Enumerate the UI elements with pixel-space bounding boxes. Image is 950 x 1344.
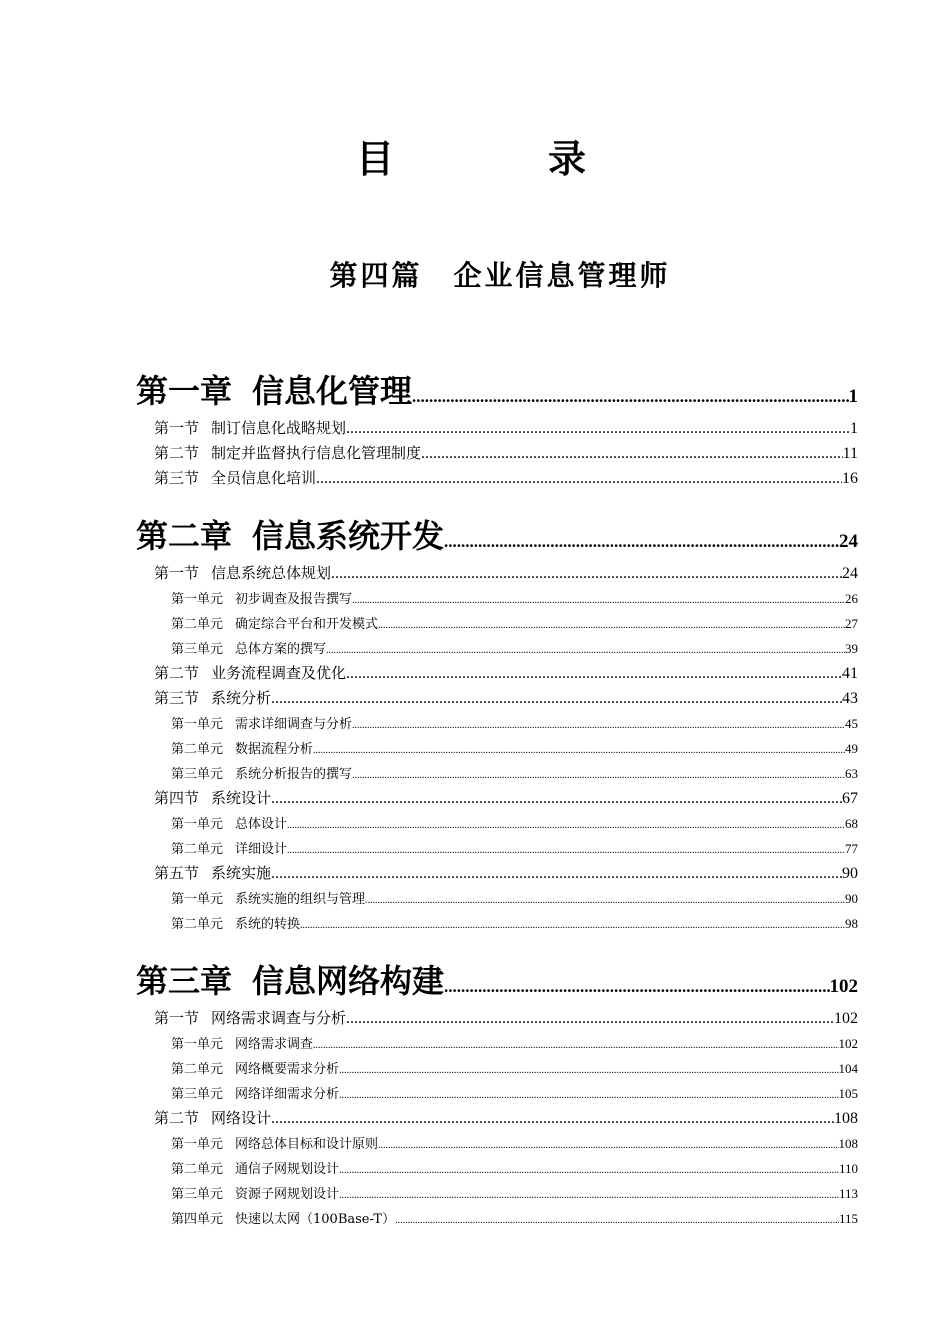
toc-entry-label xyxy=(171,887,365,912)
toc-entry-title: 网络需求调查 xyxy=(235,1037,314,1052)
toc-dot-leader xyxy=(378,613,845,638)
toc-dot-leader xyxy=(271,1106,834,1131)
toc-entry-title: 业务流程调查及优化 xyxy=(211,664,347,682)
toc-chapter-entry[interactable] xyxy=(136,511,858,561)
toc-entry-number: 第二单元 xyxy=(171,742,224,757)
toc-section-entry[interactable] xyxy=(136,441,858,466)
toc-entry-label xyxy=(136,511,444,561)
toc-entry-number: 第一单元 xyxy=(171,1137,224,1152)
toc-unit-entry[interactable] xyxy=(136,761,858,786)
toc-page-number: 115 xyxy=(838,1211,858,1226)
toc-entry-title: 网络需求调查与分析 xyxy=(211,1009,347,1027)
toc-unit-entry[interactable] xyxy=(136,811,858,836)
toc-page-number: 49 xyxy=(845,741,858,756)
toc-dot-leader xyxy=(352,588,845,613)
toc-entry-title: 信息网络构建 xyxy=(252,962,445,1000)
toc-entry-title: 初步调查及报告撰写 xyxy=(235,592,353,607)
toc-page-number: 67 xyxy=(842,790,858,807)
toc-page-number: 41 xyxy=(842,665,858,682)
toc-page-number: 90 xyxy=(845,891,858,906)
toc-entry-title: 信息系统开发 xyxy=(252,517,445,555)
toc-unit-entry[interactable] xyxy=(136,1031,858,1056)
toc-entry-title: 系统分析 xyxy=(211,689,272,707)
toc-page-number: 113 xyxy=(838,1186,858,1201)
toc-page-number: 98 xyxy=(845,916,858,931)
toc-page-number: 108 xyxy=(834,1110,858,1127)
toc-page-number: 11 xyxy=(842,445,858,462)
toc-entry-title: 信息系统总体规划 xyxy=(211,564,332,582)
toc-entry-title: 详细设计 xyxy=(235,842,288,857)
toc-entry-label xyxy=(171,1182,339,1207)
toc-dot-leader xyxy=(352,763,845,788)
toc-entry-number: 第三单元 xyxy=(171,767,224,782)
toc-dot-leader xyxy=(395,1208,839,1233)
toc-page-number: 1 xyxy=(850,420,858,437)
toc-unit-entry[interactable] xyxy=(136,586,858,611)
toc-unit-entry[interactable] xyxy=(136,1206,858,1231)
toc-entry-label xyxy=(154,1106,271,1131)
toc-dot-leader xyxy=(346,416,850,441)
toc-unit-entry[interactable] xyxy=(136,636,858,661)
toc-entry-title: 快速以太网（100Base-T） xyxy=(235,1212,396,1227)
toc-chapter-entry[interactable] xyxy=(136,956,858,1006)
toc-page-number: 110 xyxy=(838,1161,858,1176)
toc-entry-number: 第一节 xyxy=(154,419,200,437)
toc-entry-label xyxy=(154,686,271,711)
toc-entry-number: 第二单元 xyxy=(171,1062,224,1077)
toc-page-number: 104 xyxy=(838,1061,858,1076)
toc-dot-leader xyxy=(271,686,842,711)
toc-entry-title: 信息化管理 xyxy=(252,372,413,410)
toc-entry-number: 第一单元 xyxy=(171,1037,224,1052)
toc-section-entry[interactable] xyxy=(136,786,858,811)
toc-entry-title: 资源子网规划设计 xyxy=(235,1187,340,1202)
toc-dot-leader xyxy=(287,813,845,838)
toc-entry-number: 第二节 xyxy=(154,444,200,462)
page-title: 目 录 xyxy=(355,137,644,181)
toc-entry-title: 总体方案的撰写 xyxy=(235,642,327,657)
toc-entry-title: 系统分析报告的撰写 xyxy=(235,767,353,782)
toc-entry-title: 通信子网规划设计 xyxy=(235,1162,340,1177)
toc-dot-leader xyxy=(271,861,842,886)
toc-page-number: 24 xyxy=(839,531,858,552)
toc-entry-number: 第一章 xyxy=(136,372,233,410)
toc-page-number: 102 xyxy=(829,976,858,997)
toc-dot-leader xyxy=(331,561,842,586)
toc-entry-number: 第三单元 xyxy=(171,642,224,657)
toc-entry-title: 网络概要需求分析 xyxy=(235,1062,340,1077)
toc-section-entry[interactable] xyxy=(136,1106,858,1131)
toc-entry-label xyxy=(154,661,346,686)
toc-entry-number: 第一节 xyxy=(154,1009,200,1027)
toc-unit-entry[interactable] xyxy=(136,911,858,936)
toc-entry-title: 确定综合平台和开发模式 xyxy=(235,617,379,632)
toc-entry-title: 网络设计 xyxy=(211,1109,272,1127)
toc-entry-label xyxy=(171,637,326,662)
toc-page-number: 105 xyxy=(838,1086,858,1101)
toc-entry-label xyxy=(154,861,271,886)
toc-dot-leader xyxy=(378,1133,838,1158)
toc-dot-leader xyxy=(313,1033,838,1058)
toc-entry-label xyxy=(171,912,300,937)
toc-entry-label xyxy=(154,786,271,811)
toc-entry-number: 第四单元 xyxy=(171,1212,224,1227)
toc-entry-label xyxy=(136,366,412,416)
toc-dot-leader xyxy=(421,441,843,466)
toc-entry-number: 第二单元 xyxy=(171,1162,224,1177)
toc-entry-number: 第二单元 xyxy=(171,617,224,632)
toc-entry-label xyxy=(171,1057,339,1082)
toc-dot-leader xyxy=(346,1006,834,1031)
toc-unit-entry[interactable] xyxy=(136,1056,858,1081)
toc-page-number: 68 xyxy=(845,816,858,831)
toc-entry-number: 第一单元 xyxy=(171,892,224,907)
toc-entry-title: 全员信息化培训 xyxy=(211,469,317,487)
toc-unit-entry[interactable] xyxy=(136,736,858,761)
toc-dot-leader xyxy=(444,962,829,1012)
toc-page-number: 16 xyxy=(842,470,858,487)
toc-entry-number: 第二节 xyxy=(154,664,200,682)
toc-section-entry[interactable] xyxy=(136,561,858,586)
toc-dot-leader xyxy=(339,1183,839,1208)
toc-entry-title: 系统的转换 xyxy=(235,917,301,932)
toc-dot-leader xyxy=(271,786,842,811)
toc-dot-leader xyxy=(339,1083,838,1108)
toc-section-entry[interactable] xyxy=(136,686,858,711)
toc-entry-number: 第四节 xyxy=(154,789,200,807)
toc-dot-leader xyxy=(444,517,839,567)
toc-page-number: 24 xyxy=(842,565,858,582)
toc-entry-number: 第二单元 xyxy=(171,842,224,857)
toc-unit-entry[interactable] xyxy=(136,886,858,911)
toc-entry-title: 系统实施的组织与管理 xyxy=(235,892,366,907)
toc-entry-label xyxy=(136,956,444,1006)
toc-page-number: 108 xyxy=(838,1136,858,1151)
toc-entry-label xyxy=(154,441,421,466)
toc-entry-label xyxy=(154,561,331,586)
toc-dot-leader xyxy=(300,913,845,938)
toc-entry-title: 需求详细调查与分析 xyxy=(235,717,353,732)
toc-entry-title: 制定并监督执行信息化管理制度 xyxy=(211,444,422,462)
toc-entry-title: 网络详细需求分析 xyxy=(235,1087,340,1102)
toc-entry-title: 系统设计 xyxy=(211,789,272,807)
toc-entry-label xyxy=(171,1082,339,1107)
toc-dot-leader xyxy=(352,713,845,738)
toc-entry-number: 第三单元 xyxy=(171,1087,224,1102)
toc-entry-number: 第一单元 xyxy=(171,592,224,607)
toc-entry-label xyxy=(171,1032,313,1057)
toc-unit-entry[interactable] xyxy=(136,711,858,736)
toc-dot-leader xyxy=(313,738,845,763)
table-of-contents xyxy=(136,360,858,1231)
toc-entry-title: 总体设计 xyxy=(235,817,288,832)
toc-entry-number: 第五节 xyxy=(154,864,200,882)
toc-page-number: 43 xyxy=(842,690,858,707)
toc-section-entry[interactable] xyxy=(136,416,858,441)
toc-dot-leader xyxy=(316,466,842,491)
toc-page-number: 77 xyxy=(845,841,858,856)
toc-entry-label xyxy=(171,587,352,612)
toc-entry-number: 第二章 xyxy=(136,517,233,555)
toc-unit-entry[interactable] xyxy=(136,1156,858,1181)
toc-section-entry[interactable] xyxy=(136,861,858,886)
toc-page-number: 45 xyxy=(845,716,858,731)
toc-entry-title: 数据流程分析 xyxy=(235,742,314,757)
toc-entry-label xyxy=(171,612,378,637)
toc-unit-entry[interactable] xyxy=(136,611,858,636)
part-title: 第四篇 企业信息管理师 xyxy=(329,259,671,292)
toc-unit-entry[interactable] xyxy=(136,836,858,861)
toc-entry-label xyxy=(171,837,287,862)
toc-entry-label xyxy=(154,1006,346,1031)
toc-section-entry[interactable] xyxy=(136,661,858,686)
toc-entry-label xyxy=(154,416,346,441)
toc-entry-title: 网络总体目标和设计原则 xyxy=(235,1137,379,1152)
toc-unit-entry[interactable] xyxy=(136,1181,858,1206)
toc-unit-entry[interactable] xyxy=(136,1131,858,1156)
toc-entry-title: 制订信息化战略规划 xyxy=(211,419,347,437)
toc-entry-number: 第三单元 xyxy=(171,1187,224,1202)
toc-page-number: 102 xyxy=(838,1036,858,1051)
toc-entry-label xyxy=(171,1157,339,1182)
toc-entry-number: 第三节 xyxy=(154,469,200,487)
toc-entry-number: 第一单元 xyxy=(171,817,224,832)
toc-entry-label xyxy=(171,737,313,762)
toc-page-number: 90 xyxy=(842,865,858,882)
toc-page-number: 63 xyxy=(845,766,858,781)
toc-unit-entry[interactable] xyxy=(136,1081,858,1106)
toc-page-number: 27 xyxy=(845,616,858,631)
toc-dot-leader xyxy=(326,638,845,663)
toc-section-entry[interactable] xyxy=(136,1006,858,1031)
toc-entry-number: 第三章 xyxy=(136,962,233,1000)
toc-entry-label xyxy=(171,812,287,837)
toc-page-number: 39 xyxy=(845,641,858,656)
toc-dot-leader xyxy=(365,888,845,913)
toc-chapter-entry[interactable] xyxy=(136,366,858,416)
toc-entry-number: 第三节 xyxy=(154,689,200,707)
toc-section-entry[interactable] xyxy=(136,466,858,491)
toc-entry-number: 第二节 xyxy=(154,1109,200,1127)
toc-entry-number: 第二单元 xyxy=(171,917,224,932)
toc-entry-label xyxy=(171,1207,395,1232)
toc-dot-leader xyxy=(346,661,842,686)
toc-entry-number: 第一节 xyxy=(154,564,200,582)
toc-dot-leader xyxy=(339,1058,838,1083)
toc-dot-leader xyxy=(287,838,845,863)
toc-entry-label xyxy=(171,1132,378,1157)
toc-page-number: 102 xyxy=(834,1010,858,1027)
toc-entry-label xyxy=(154,466,316,491)
toc-page-number: 26 xyxy=(845,591,858,606)
toc-entry-title: 系统实施 xyxy=(211,864,272,882)
toc-entry-number: 第一单元 xyxy=(171,717,224,732)
toc-dot-leader xyxy=(339,1158,839,1183)
toc-entry-label xyxy=(171,712,352,737)
toc-page-number: 1 xyxy=(848,386,858,407)
toc-entry-label xyxy=(171,762,352,787)
toc-dot-leader xyxy=(412,372,848,422)
